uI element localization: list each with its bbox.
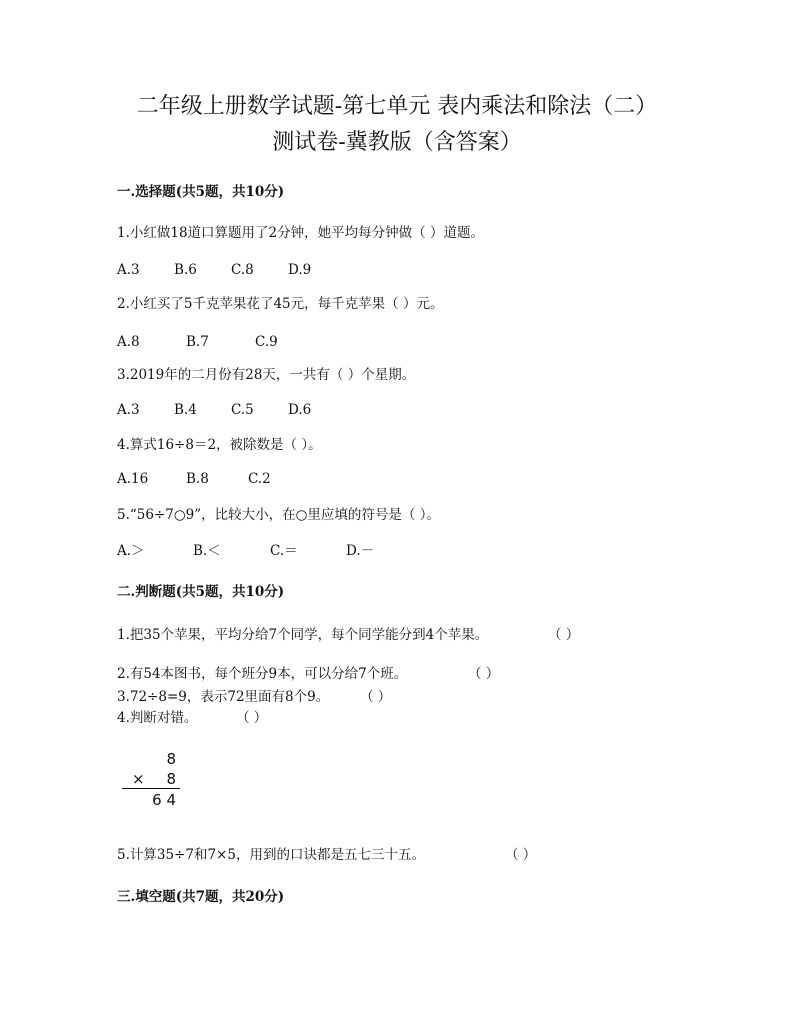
calc-result: 6 4 xyxy=(152,791,176,809)
judge4-text: 4.判断对错。 xyxy=(117,710,198,726)
option-b[interactable]: B.8 xyxy=(186,471,209,487)
option-c[interactable]: C.8 xyxy=(231,262,254,278)
judge2-text: 2.有54本图书，每个班分9本，可以分给7个班。 xyxy=(117,666,408,682)
option-c[interactable]: C.5 xyxy=(231,402,254,418)
times-sign: × xyxy=(132,770,145,788)
question3-text: 3.2019年的二月份有28天，一共有（ ）个星期。 xyxy=(117,367,416,383)
calc-top-number: 8 xyxy=(166,750,176,768)
option-b[interactable]: B.7 xyxy=(186,334,209,350)
judge3-text: 3.72÷8=9，表示72里面有8个9。 xyxy=(117,689,330,705)
page-title-line2: 测试卷-冀教版（含答案） xyxy=(272,130,522,155)
calc-divider-line xyxy=(122,788,180,789)
option-a[interactable]: A.3 xyxy=(117,262,140,278)
option-b[interactable]: B.4 xyxy=(174,402,197,418)
option-a[interactable]: A.8 xyxy=(117,334,140,350)
option-a[interactable]: A.3 xyxy=(117,402,140,418)
judge2-answer-paren[interactable]: （ ） xyxy=(468,666,500,682)
question1-text: 1.小红做18道口算题用了2分钟，她平均每分钟做（ ）道题。 xyxy=(117,225,484,241)
option-b[interactable]: B.6 xyxy=(174,262,197,278)
section2-heading: 二.判断题(共5题，共10分) xyxy=(117,584,285,600)
option-c[interactable]: C.2 xyxy=(248,471,271,487)
judge5-text: 5.计算35÷7和7×5，用到的口诀都是五七三十五。 xyxy=(117,847,425,863)
calc-second-number: 8 xyxy=(166,770,176,788)
section3-heading: 三.填空题(共7题，共20分) xyxy=(117,889,285,905)
option-b[interactable]: B.＜ xyxy=(193,543,221,559)
option-a[interactable]: A.＞ xyxy=(117,543,145,559)
judge3-answer-paren[interactable]: （ ） xyxy=(360,689,392,705)
option-c[interactable]: C.＝ xyxy=(270,543,298,559)
judge5-answer-paren[interactable]: （ ） xyxy=(505,847,537,863)
option-d[interactable]: D.－ xyxy=(346,543,375,559)
judge1-text: 1.把35个苹果，平均分给7个同学，每个同学能分到4个苹果。 xyxy=(117,627,489,643)
option-a[interactable]: A.16 xyxy=(117,471,149,487)
question2-text: 2.小红买了5千克苹果花了45元，每千克苹果（ ）元。 xyxy=(117,296,444,312)
question4-text: 4.算式16÷8＝2，被除数是（ ）。 xyxy=(117,437,322,453)
vertical-multiplication xyxy=(122,748,182,810)
page-title-line1: 二年级上册数学试题-第七单元 表内乘法和除法（二） xyxy=(136,94,658,119)
option-d[interactable]: D.9 xyxy=(288,262,312,278)
judge4-answer-paren[interactable]: （ ） xyxy=(236,710,268,726)
option-d[interactable]: D.6 xyxy=(288,402,312,418)
option-c[interactable]: C.9 xyxy=(255,334,278,350)
section1-heading: 一.选择题(共5题，共10分) xyxy=(117,184,285,200)
question5-text: 5.“56÷7○9”，比较大小，在○里应填的符号是（ ）。 xyxy=(117,507,440,523)
judge1-answer-paren[interactable]: （ ） xyxy=(548,627,580,643)
